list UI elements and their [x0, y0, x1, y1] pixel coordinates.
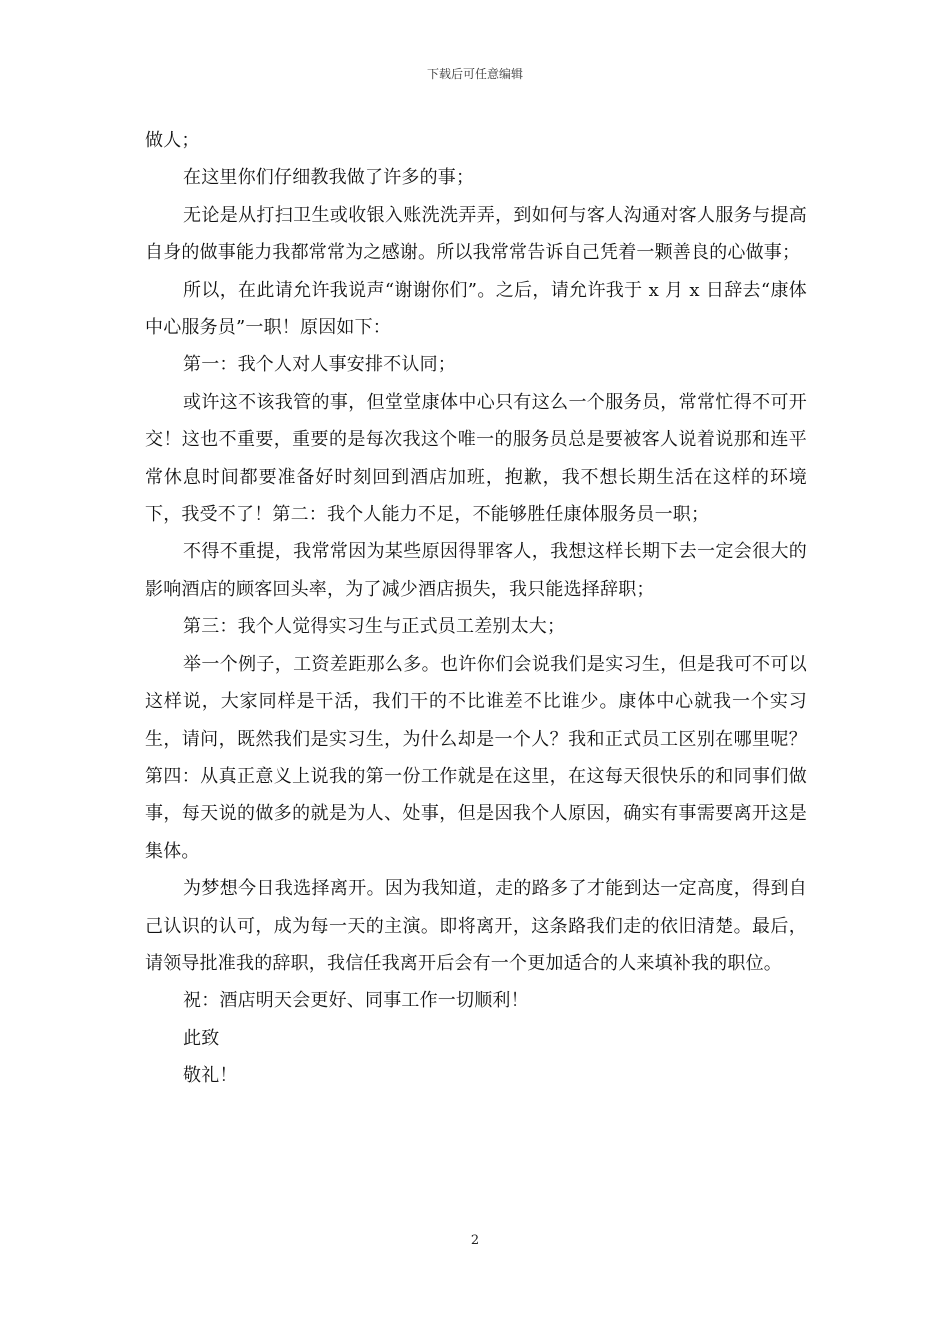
- paragraph-3: 无论是从打扫卫生或收银入账洗洗弄弄，到如何与客人沟通对客人服务与提高自身的做事能力我都常常为之感谢。所以我常常告诉自己凭着一颗善良的心做事；: [145, 204, 807, 264]
- paragraph-7: 不得不重提，我常常因为某些原因得罪客人，我想这样长期下去一定会很大的影响酒店的顾客回头率，为了减少酒店损失，我只能选择辞职；: [145, 541, 807, 600]
- paragraph-9: 举一个例子，工资差距那么多。也许你们会说我们是实习生，但是我可不可以这样说，大家同样是干活，我们干的不比谁差不比谁少。康体中心就我一个实习生，请问，既然我们是实习生，为什么却是一个人？我和正式员工区别在哪里呢？第四：从真正意义上说我的第一份工作就是在这里，在这每天很快乐的和同事们做事，每天说的做多的就是为人、处事，但是因我个人原因，确实有事需要离开这是集体。: [145, 653, 807, 862]
- paragraph-1: 做人；: [145, 130, 200, 151]
- paragraph-11: 祝：酒店明天会更好、同事工作一切顺利！: [183, 990, 529, 1012]
- paragraph-6: 或许这不该我管的事，但堂堂康体中心只有这么一个服务员，常常忙得不可开交！这也不重要，重要的是每次我这个唯一的服务员总是要被客人说着说那和连平常休息时间都要准备好时刻回到酒店加班，抱歉，我不想长期生活在这样的环境下，我受不了！第二：我个人能力不足，不能够胜任康体服务员一职；: [145, 391, 807, 526]
- document-body: [145, 122, 807, 1095]
- paragraph-12: 此致: [183, 1027, 220, 1049]
- paragraph-4: 所以，在此请允许我说声“谢谢你们”。之后，请允许我于 x 月 x 日辞去“康体中心服务员”一职！原因如下：: [145, 279, 807, 339]
- paragraph-13: 敬礼！: [183, 1065, 238, 1087]
- paragraph-5: 第一：我个人对人事安排不认同；: [183, 354, 456, 376]
- paragraph-2: 在这里你们仔细教我做了许多的事；: [183, 167, 475, 189]
- page-header: 下载后可任意编辑: [426, 67, 523, 81]
- page-number: 2: [470, 1233, 480, 1248]
- paragraph-8: 第三：我个人觉得实习生与正式员工差别太大；: [183, 616, 566, 638]
- paragraph-10: 为梦想今日我选择离开。因为我知道，走的路多了才能到达一定高度，得到自己认识的认可，成为每一天的主演。即将离开，这条路我们走的依旧清楚。最后，请领导批准我的辞职，我信任我离开后会有一个更加适合的人来填补我的职位。: [145, 878, 807, 974]
